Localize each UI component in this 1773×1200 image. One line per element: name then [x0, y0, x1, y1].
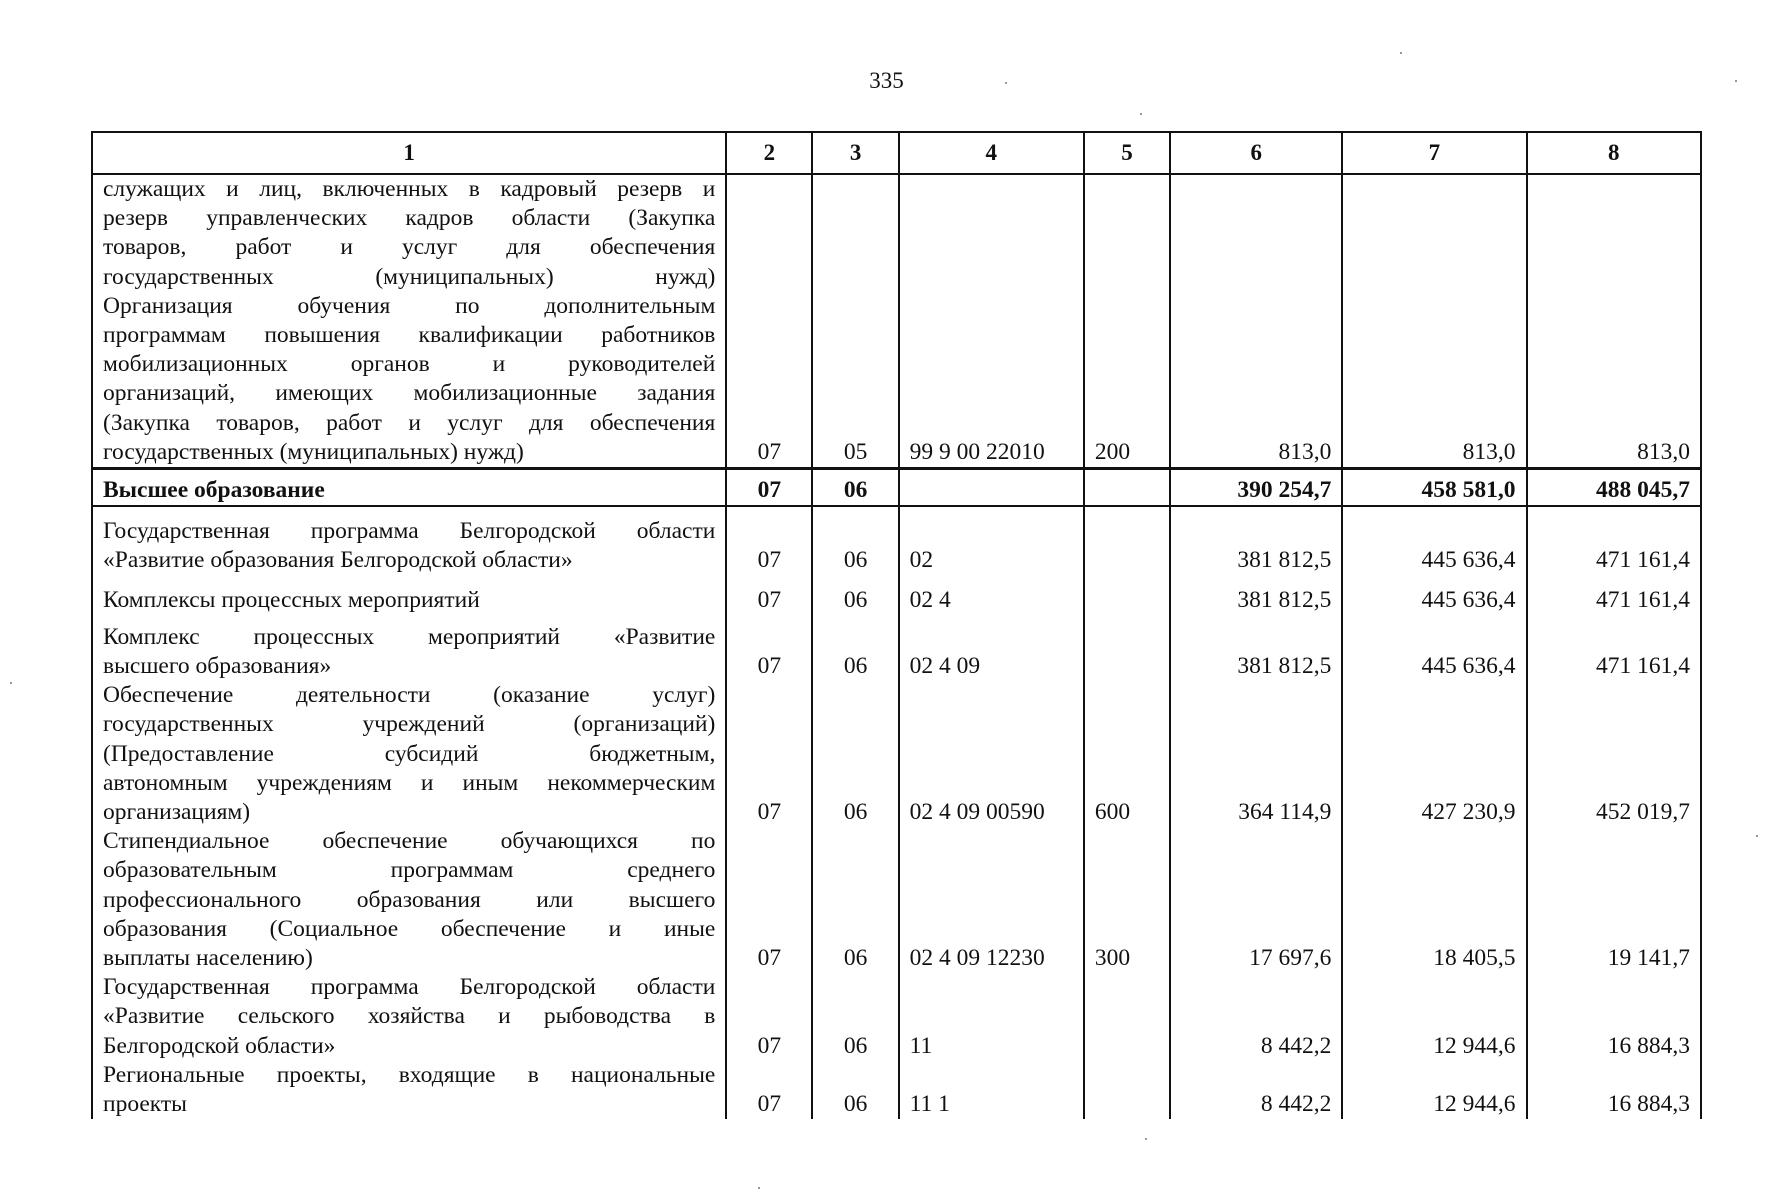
subsection-code: 06 [812, 681, 898, 827]
column-header: 1 [92, 132, 726, 174]
description-line: товаров, работ и услуг для обеспечения [103, 234, 716, 261]
description-line: проекты [103, 1091, 187, 1118]
row-description [92, 973, 726, 1061]
description-line: Обеспечение деятельности (оказание услуг) [103, 682, 716, 709]
description-line: организаций, имеющих мобилизационные задания [103, 380, 716, 407]
section-code: 07 [726, 681, 812, 827]
page-number: 335 [869, 68, 904, 93]
target-article-code: 02 4 09 12230 [899, 827, 1084, 973]
description-line: образования (Социальное обеспечение и иные [103, 915, 716, 942]
scan-speck [758, 1187, 760, 1189]
section-code: 07 [726, 174, 812, 469]
scan-speck [1400, 52, 1402, 54]
scan-speck [1145, 1138, 1147, 1140]
amount-year-1: 8 442,2 [1170, 973, 1342, 1061]
subsection-code: 06 [812, 576, 898, 615]
section-code: 07 [726, 615, 812, 681]
subsection-code: 05 [812, 174, 898, 469]
description-line: Белгородской области» [103, 1032, 336, 1059]
expense-type-code [1084, 469, 1170, 507]
description-line: Организация обучения по дополнительным [103, 292, 716, 319]
description-line: программам повышения квалификации работников [103, 322, 716, 349]
target-article-code: 02 4 09 00590 [899, 681, 1084, 827]
table-row [92, 174, 1701, 469]
column-header: 8 [1527, 132, 1702, 174]
scan-speck [1140, 113, 1142, 115]
amount-year-1: 390 254,7 [1170, 469, 1342, 507]
expense-type-code [1084, 615, 1170, 681]
amount-year-1: 364 114,9 [1170, 681, 1342, 827]
column-header: 7 [1342, 132, 1526, 174]
amount-year-2: 813,0 [1342, 174, 1526, 469]
table-header-row [92, 132, 1701, 174]
scan-speck [10, 682, 12, 684]
amount-year-3: 19 141,7 [1527, 827, 1702, 973]
section-code: 07 [726, 469, 812, 507]
description-line: Комплекс процессных мероприятий «Развитие [103, 623, 716, 650]
amount-year-3: 16 884,3 [1527, 973, 1702, 1061]
subsection-code: 06 [812, 973, 898, 1061]
amount-year-2: 458 581,0 [1342, 469, 1526, 507]
subsection-code: 06 [812, 506, 898, 575]
amount-year-3: 488 045,7 [1527, 469, 1702, 507]
description-line: Государственная программа Белгородской области [103, 974, 716, 1001]
expense-type-code [1084, 506, 1170, 575]
amount-year-1: 381 812,5 [1170, 615, 1342, 681]
amount-year-1: 381 812,5 [1170, 576, 1342, 615]
row-description [92, 174, 726, 469]
description-line: Государственная программа Белгородской области [103, 518, 716, 545]
amount-year-3: 452 019,7 [1527, 681, 1702, 827]
amount-year-2: 445 636,4 [1342, 615, 1526, 681]
section-code: 07 [726, 827, 812, 973]
expense-type-code [1084, 973, 1170, 1061]
amount-year-3: 471 161,4 [1527, 506, 1702, 575]
amount-year-3: 813,0 [1527, 174, 1702, 469]
amount-year-1: 8 442,2 [1170, 1061, 1342, 1119]
section-code: 07 [726, 506, 812, 575]
row-description [92, 1061, 726, 1119]
table-row [92, 469, 1701, 507]
amount-year-3: 471 161,4 [1527, 576, 1702, 615]
target-article-code: 11 1 [899, 1061, 1084, 1119]
description-line: служащих и лиц, включенных в кадровый резерв и [103, 176, 716, 202]
description-line: резерв управленческих кадров области (Закупка [103, 205, 716, 232]
row-description [92, 615, 726, 681]
amount-year-3: 16 884,3 [1527, 1061, 1702, 1119]
description-line: автономным учреждениям и иным некоммерческим [103, 769, 716, 796]
row-description [92, 681, 726, 827]
table-row [92, 681, 1701, 827]
section-code: 07 [726, 1061, 812, 1119]
amount-year-2: 445 636,4 [1342, 506, 1526, 575]
amount-year-2: 12 944,6 [1342, 1061, 1526, 1119]
description-line: (Предоставление субсидий бюджетным, [103, 740, 716, 767]
expense-type-code [1084, 576, 1170, 615]
amount-year-1: 17 697,6 [1170, 827, 1342, 973]
section-code: 07 [726, 973, 812, 1061]
column-header: 6 [1170, 132, 1342, 174]
expense-type-code: 600 [1084, 681, 1170, 827]
table-body [92, 174, 1701, 1119]
table-row [92, 1061, 1701, 1119]
scan-speck [1005, 82, 1007, 84]
description-line: организациям) [103, 799, 251, 826]
amount-year-2: 12 944,6 [1342, 973, 1526, 1061]
description-line: государственных учреждений (организаций) [103, 711, 716, 738]
amount-year-1: 813,0 [1170, 174, 1342, 469]
scan-speck [1756, 835, 1758, 837]
description-line: профессионального образования или высшего [103, 886, 716, 913]
subsection-code: 06 [812, 615, 898, 681]
amount-year-3: 471 161,4 [1527, 615, 1702, 681]
table-row [92, 615, 1701, 681]
description-line: образовательным программам среднего [103, 857, 716, 884]
description-line: Высшее образование [103, 477, 325, 504]
amount-year-2: 445 636,4 [1342, 576, 1526, 615]
description-line: Стипендиальное обеспечение обучающихся по [103, 828, 716, 855]
description-line: «Развитие сельского хозяйства и рыбоводства в [103, 1003, 716, 1030]
target-article-code: 11 [899, 973, 1084, 1061]
amount-year-2: 427 230,9 [1342, 681, 1526, 827]
amount-year-1: 381 812,5 [1170, 506, 1342, 575]
table-row [92, 576, 1701, 615]
scan-speck [1735, 80, 1737, 82]
subsection-code: 06 [812, 827, 898, 973]
subsection-code: 06 [812, 469, 898, 507]
description-line: выплаты населению) [103, 945, 313, 972]
row-description [92, 576, 726, 615]
target-article-code: 02 [899, 506, 1084, 575]
expense-type-code [1084, 1061, 1170, 1119]
expense-type-code: 300 [1084, 827, 1170, 973]
description-line: Комплексы процессных мероприятий [103, 586, 480, 613]
description-line: «Развитие образования Белгородской области» [103, 547, 573, 574]
description-line: государственных (муниципальных) нужд) [103, 438, 524, 465]
column-header: 3 [812, 132, 898, 174]
target-article-code: 02 4 [899, 576, 1084, 615]
budget-table [91, 131, 1702, 1119]
target-article-code: 02 4 09 [899, 615, 1084, 681]
amount-year-2: 18 405,5 [1342, 827, 1526, 973]
table-row [92, 973, 1701, 1061]
subsection-code: 06 [812, 1061, 898, 1119]
row-description [92, 469, 726, 507]
description-line: Региональные проекты, входящие в национальные [103, 1061, 716, 1088]
section-code: 07 [726, 576, 812, 615]
column-header: 5 [1084, 132, 1170, 174]
description-line: мобилизационных органов и руководителей [103, 351, 716, 378]
row-description [92, 506, 726, 575]
table-row [92, 827, 1701, 973]
column-header: 4 [899, 132, 1084, 174]
column-header: 2 [726, 132, 812, 174]
expense-type-code: 200 [1084, 174, 1170, 469]
target-article-code [899, 469, 1084, 507]
target-article-code: 99 9 00 22010 [899, 174, 1084, 469]
table-row [92, 506, 1701, 575]
description-line: государственных (муниципальных) нужд) [103, 263, 716, 290]
description-line: (Закупка товаров, работ и услуг для обеспечения [103, 409, 716, 436]
row-description [92, 827, 726, 973]
description-line: высшего образования» [103, 653, 332, 680]
